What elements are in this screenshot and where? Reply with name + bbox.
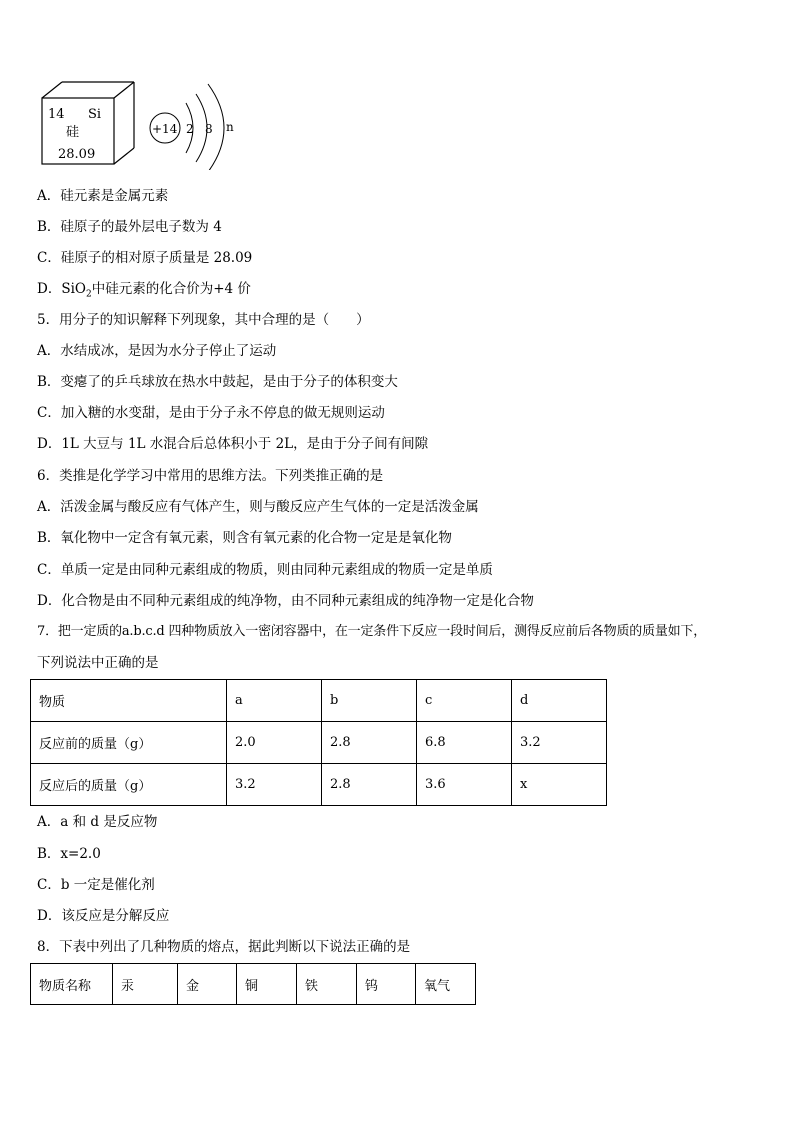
q4-option-c: C．硅原子的相对原子质量是 28.09	[37, 250, 253, 266]
atom-structure-diagram	[150, 84, 234, 170]
table-row	[31, 964, 476, 1005]
table-cell: 钨	[357, 964, 416, 1005]
table-cell: 3.2	[512, 722, 607, 764]
table-row	[31, 680, 607, 722]
q6-option-c: C．单质一定是由同种元素组成的物质，则由同种元素组成的物质一定是单质	[37, 562, 493, 578]
q5-option-a: A．水结成冰，是因为水分子停止了运动	[37, 343, 277, 359]
table-cell: x	[512, 764, 607, 806]
q4-d-suffix: 中硅元素的化合价为+4 价	[91, 281, 251, 297]
q6-option-a: A．活泼金属与酸反应有气体产生，则与酸反应产生气体的一定是活泼金属	[37, 499, 479, 515]
q5-option-d: D．1L 大豆与 1L 水混合后总体积小于 2L，是由于分子间有间隙	[37, 436, 429, 452]
shell-3-count: n	[226, 120, 234, 134]
q7-option-d: D．该反应是分解反应	[37, 908, 170, 924]
atomic-mass: 28.09	[58, 147, 96, 162]
q7-stem-line1: 7．把一定质的a.b.c.d 四种物质放入一密闭容器中，在一定条件下反应一段时间后，测得反应前后各物质的质量如下，	[37, 624, 707, 639]
table-cell: c	[417, 680, 512, 722]
table-cell: 3.6	[417, 764, 512, 806]
q7-option-a: A．a 和 d 是反应物	[37, 814, 158, 830]
element-symbol: Si	[88, 107, 102, 122]
table-cell: 氧气	[416, 964, 476, 1005]
table-cell: 6.8	[417, 722, 512, 764]
table-cell: 2.8	[322, 722, 417, 764]
q4-option-d	[37, 280, 251, 304]
q5-option-c: C．加入糖的水变甜，是由于分子永不停息的做无规则运动	[37, 405, 385, 421]
table-cell: 铁	[297, 964, 357, 1005]
q7-option-c: C．b 一定是催化剂	[37, 877, 155, 893]
q4-d-subscript: 2	[85, 289, 92, 300]
table-cell: b	[322, 680, 417, 722]
q5-stem: 5．用分子的知识解释下列现象，其中合理的是（ ）	[37, 312, 370, 328]
table-cell: 物质名称	[31, 964, 113, 1005]
q5-option-b: B．变瘪了的乒乓球放在热水中鼓起，是由于分子的体积变大	[37, 374, 398, 390]
table-cell: 反应前的质量（g）	[31, 722, 227, 764]
q4-d-prefix: D．SiO	[37, 281, 86, 297]
q7-mass-table	[30, 679, 607, 806]
table-cell: 铜	[237, 964, 297, 1005]
q7-option-b: B．x=2.0	[37, 846, 101, 862]
table-row	[31, 764, 607, 806]
shell-1-count: 2	[186, 122, 194, 136]
table-cell: 物质	[31, 680, 227, 722]
q8-melting-point-table	[30, 963, 476, 1005]
q6-option-b: B．氧化物中一定含有氧元素，则含有氧元素的化合物一定是是氧化物	[37, 530, 452, 546]
q4-option-a: A．硅元素是金属元素	[37, 188, 169, 204]
table-cell: 2.0	[227, 722, 322, 764]
q8-stem: 8．下表中列出了几种物质的熔点，据此判断以下说法正确的是	[37, 939, 411, 955]
element-number: 14	[48, 107, 65, 122]
silicon-figure	[36, 78, 256, 170]
table-cell: 3.2	[227, 764, 322, 806]
table-cell: 金	[178, 964, 237, 1005]
table-cell: 汞	[113, 964, 178, 1005]
element-name: 硅	[66, 125, 80, 140]
nucleus-charge: +14	[152, 122, 178, 136]
q6-stem: 6．类推是化学学习中常用的思维方法。下列类推正确的是	[37, 468, 384, 484]
q7-stem-line2: 下列说法中正确的是	[37, 655, 159, 671]
table-cell: 反应后的质量（g）	[31, 764, 227, 806]
table-cell: a	[227, 680, 322, 722]
table-row	[31, 722, 607, 764]
shell-2-count: 8	[205, 122, 213, 136]
table-cell: d	[512, 680, 607, 722]
q4-option-b: B．硅原子的最外层电子数为 4	[37, 219, 222, 235]
table-cell: 2.8	[322, 764, 417, 806]
q6-option-d: D．化合物是由不同种元素组成的纯净物，由不同种元素组成的纯净物一定是化合物	[37, 593, 534, 609]
